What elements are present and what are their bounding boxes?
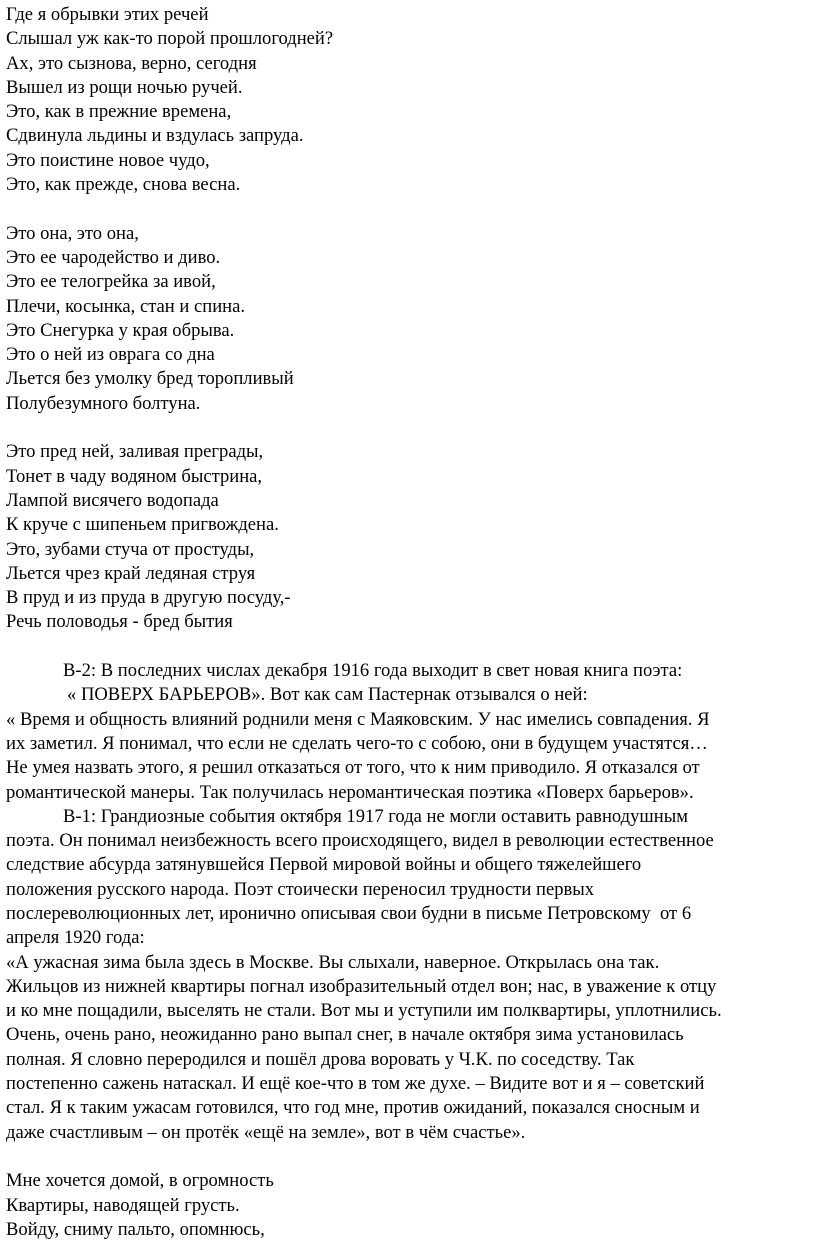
quote-line: Очень, очень рано, неожиданно рано выпал снег, в начале октября зима установилась xyxy=(6,1024,684,1046)
poem-line: Плечи, косынка, стан и спина. xyxy=(6,295,246,317)
stanza-gap xyxy=(6,197,804,221)
paragraph-line: апреля 1920 года: xyxy=(6,927,145,949)
poem-line: Это, как в прежние времена, xyxy=(6,101,232,123)
paragraph-line: романтической манеры. Так получилась неромантическая поэтика «Поверх барьеров». xyxy=(6,781,694,803)
poem-line: Лампой висячего водопада xyxy=(6,489,219,511)
quote-line: полная. Я словно переродился и пошёл дрова воровать у Ч.К. по соседству. Так xyxy=(6,1048,635,1070)
quote-line: и ко мне пощадили, выселять не стали. Вот мы и уступили им полквартиры, уплотнились. xyxy=(6,1000,722,1022)
poem-line: Льется чрез край ледяная струя xyxy=(6,562,256,584)
paragraph-line: « ПОВЕРХ БАРЬЕРОВ». Вот как сам Пастернак отзывался о ней: xyxy=(67,684,588,706)
poem-stanza-4 xyxy=(6,1169,804,1242)
poem-stanza-1 xyxy=(6,3,804,197)
quote-line: даже счастливым – он протёк «ещё на земле», вот в чём счастье». xyxy=(6,1121,526,1143)
poem-line: Это ее чародейство и диво. xyxy=(6,246,221,268)
poem-line: Льется без умолку бред торопливый xyxy=(6,368,294,390)
poem-line: Полубезумного болтуна. xyxy=(6,392,201,414)
poem-line: Сдвинула льдины и вздулась запруда. xyxy=(6,125,304,147)
poem-line: Войду, сниму пальто, опомнюсь, xyxy=(6,1218,265,1240)
paragraph-line: « Время и общность влияний роднили меня с Маяковским. У нас имелись совпадения. Я xyxy=(6,708,710,730)
poem-line: Это Снегурка у края обрыва. xyxy=(6,319,235,341)
poem-line: Это поистине новое чудо, xyxy=(6,149,210,171)
paragraph-line: поэта. Он понимал неизбежность всего происходящего, видел в революции естественное xyxy=(6,830,714,852)
poem-line: Это пред ней, заливая преграды, xyxy=(6,441,264,463)
poem-line: Тонет в чаду водяном быстрина, xyxy=(6,465,263,487)
poem-line: В пруд и из пруда в другую посуду,- xyxy=(6,587,291,609)
quote-line: Жильцов из нижней квартиры погнал изобразительный отдел вон; нас, в уважение к отцу xyxy=(6,975,717,997)
paragraph-first-line: В-2: В последних числах декабря 1916 года выходит в свет новая книга поэта: xyxy=(63,660,683,682)
paragraph-line: положения русского народа. Поэт стоически переносил трудности первых xyxy=(6,878,595,900)
poem-line: Это, зубами стуча от простуды, xyxy=(6,538,255,560)
prose-paragraph-2 xyxy=(6,805,804,1145)
poem-stanza-2 xyxy=(6,222,804,416)
paragraph-line: Не умея назвать этого, я решил отказаться от того, что к ним приводило. Я отказался от xyxy=(6,757,700,779)
quote-line: стал. Я к таким ужасам готовился, что год мне, против ожиданий, показался сносным и xyxy=(6,1097,700,1119)
poem-line: Это о ней из оврага со дна xyxy=(6,344,215,366)
paragraph-line: их заметил. Я понимал, что если не сделать чего-то с собою, они в будущем участятся… xyxy=(6,732,708,754)
prose-paragraph-1 xyxy=(6,659,804,805)
paragraph-line: послереволюционных лет, иронично описывая свои будни в письме Петровскому от 6 xyxy=(6,902,692,924)
paragraph-line: следствие абсурда затянувшейся Первой мировой войны и общего тяжелейшего xyxy=(6,854,642,876)
poem-line: Ах, это сызнова, верно, сегодня xyxy=(6,52,257,74)
poem-stanza-3 xyxy=(6,440,804,634)
poem-line: Это, как прежде, снова весна. xyxy=(6,174,241,196)
quote-line: «А ужасная зима была здесь в Москве. Вы слыхали, наверное. Открылась она так. xyxy=(6,951,660,973)
paragraph-first-line: В-1: Грандиозные события октября 1917 года не могли оставить равнодушным xyxy=(63,805,688,827)
stanza-gap xyxy=(6,416,804,440)
poem-line: Это она, это она, xyxy=(6,222,139,244)
poem-line: Слышал уж как-то порой прошлогодней? xyxy=(6,28,334,50)
poem-line: К круче с шипеньем пригвождена. xyxy=(6,514,279,536)
poem-line: Это ее телогрейка за ивой, xyxy=(6,271,216,293)
quote-line: постепенно сажень натаскал. И ещё кое-что в том же духе. – Видите вот и я – советский xyxy=(6,1073,705,1095)
poem-line: Речь половодья - бред бытия xyxy=(6,611,233,633)
stanza-gap xyxy=(6,635,804,659)
poem-line: Вышел из рощи ночью ручей. xyxy=(6,76,243,98)
poem-line: Квартиры, наводящей грусть. xyxy=(6,1194,240,1216)
poem-line: Где я обрывки этих речей xyxy=(6,4,209,25)
stanza-gap xyxy=(6,1145,804,1169)
poem-line: Мне хочется домой, в огромность xyxy=(6,1170,274,1192)
